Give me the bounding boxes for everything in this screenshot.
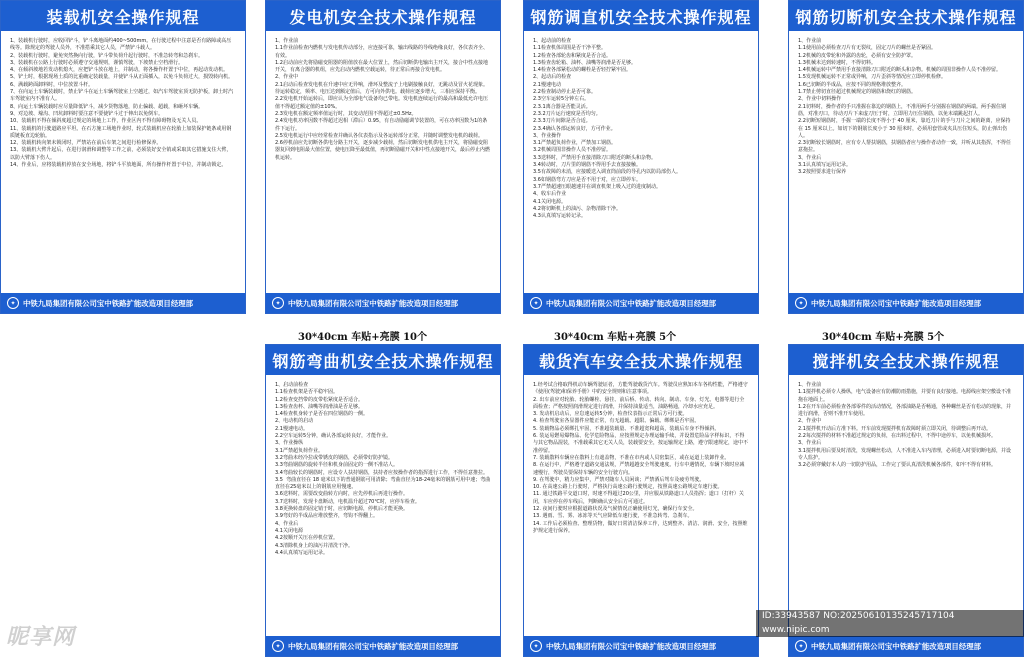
rule-line: 3.2必须穿戴好本人的一切防护用品，工作完了要认真清洗机械各部件，如牢不得有材料。	[798, 462, 996, 469]
rule-line: 6. 装运易燃易爆物品、化学危险物品，应按照规定办理运输手续，并设置危险品字样标识，不得与其它物品混装，不准载乘其它无关人员，装载要安全，按运输规定上路，遵守限速规定，途中不准停留。	[533, 433, 749, 454]
rule-line: 3.1严禁超负荷作业。	[275, 447, 323, 454]
rule-line: 1.4检查各部紧松动的螺栓是否轻拧紧牢固。	[533, 67, 631, 74]
size-caption: 30*40cm 车贴+亮膜 10个	[298, 332, 427, 343]
board-text	[789, 375, 1023, 470]
rule-line: 2、作业中	[275, 74, 299, 81]
rule-line: 3.2机械周围非操作人员不准停留。	[533, 147, 611, 154]
board-rebar-straightener	[523, 0, 759, 314]
rule-line: 1.2启动前应先将励磁变阻器的阻值放在最大位置上，然后切断供电输出主开关，接合中性点接地开关，有离合器的机组，应先启动内燃机空载运转，待正常后再接合发电机。	[275, 59, 488, 74]
rule-line: 3.4转动时，刀片里的钢筋不得用手去直接接触。	[533, 162, 641, 169]
board-text	[524, 375, 758, 535]
rule-line: 11、装载机的行驶道路应平坦。在石方施工场地作业时，轮式装载机应在轮胎上加装保护链条或用钢质链板直边轮胎。	[10, 125, 232, 139]
rule-line: 13. 遇雨、雪、雾、冰冻等天气应降低车速行驶，不准急转弯、急刹车。	[533, 513, 693, 520]
rule-line: 1、作业前	[275, 38, 299, 44]
board-text	[789, 31, 1023, 177]
rule-line: 2、作业中	[798, 418, 822, 425]
rule-line: 3.8更换转盘的固定销于时，应切断电源，停机后才能更换。	[275, 506, 408, 513]
rule-line: 2.1慢速电动。	[275, 425, 308, 432]
watermark-id: ID:33943587 NO:20250610135245717104	[762, 611, 955, 621]
board-title: 载货汽车安全技术操作规程	[524, 345, 758, 375]
rule-line: 1.2在开车前必须检查各部零件的活动情况，各部油路是否畅通，各种螺丝是否有松动的现象，并进行润滑，否则不准开车使用。	[798, 403, 1011, 418]
rule-line: 2.2每次搅拌的材料不准超过规定的负荷，在出料过程中，不得中途停车，以免机械损坏。	[798, 433, 996, 440]
rule-line: 3.7送料时，发现卡盘断动，电机温升超过70℃时，应停车检查。	[275, 498, 420, 505]
board-title: 搅拌机安全技术操作规程	[789, 345, 1023, 375]
rule-line: 2.3.4确认各部运转良好，方可作业。	[533, 125, 616, 132]
board-text	[1, 31, 245, 169]
rule-line: 9. 在驾驶中，精力应集中，严禁对随车人员闲谈；严禁酒后驾车及疲劳驾驶。	[533, 476, 705, 483]
rule-line: 1.3检查齿轮箱、油杯、油嘴等润滑是否足够。	[533, 59, 636, 66]
rule-line: 4、在倾斜坡地若发动机熄火，应把铲斗放在地上，并制动，将各操作杆置于中位，再起动发动机。	[10, 67, 229, 74]
rule-line: 2.3发电机在额定频率值运行时，其变动范围不得超过±0.5Hz。	[275, 110, 417, 117]
rule-line: 8、向运土车辆装载时应尽量降低铲斗，减少货物落地，防止偏载、超载，和砸坏车辆。	[10, 103, 204, 110]
rule-line: 1、作业前	[798, 382, 822, 388]
rule-line: 1.2检查各部轮齿和紧度是否合适。	[533, 52, 611, 59]
rule-line: 11. 通过铁路平交道口时，时速不得超过20公里，并应服从铁路道口人员指挥；道口（打杆）关闭，车应停在停车线后，判断确认安全后方可通过。	[533, 491, 744, 505]
rule-line: 3、装载机在公路上行驶时必须遵守交通规则，谨慎驾驶，下坡禁止空档滑行。	[10, 59, 184, 66]
rule-line: 3、作业操纵	[275, 440, 304, 447]
rule-line: 2、作业中切料操作	[798, 96, 842, 103]
rule-line: 5、铲土时，根据现场土质的比重确定装载量，并使铲斗从正面插入，以免斗负荷过大，损毁转向机。	[10, 74, 234, 81]
rule-line: 2、起动后的检查	[533, 74, 572, 81]
board-title: 钢筋弯曲机安全技术操作规程	[266, 345, 500, 375]
site-watermark: 昵享网	[6, 625, 76, 650]
rule-line: 3、作业后	[798, 440, 822, 447]
rule-line: 14. 工作后必须检查、整理货物，做好日常清洁保养工作，达到整齐、清洁、润滑、安全，按照维护规定进行保养。	[533, 520, 748, 534]
rule-line: 1.5发现机械运转不正常或异响，刀片歪斜等情况应立即停机检修。	[798, 74, 946, 81]
rule-line: 1、装载机行驶时，应收回铲斗，铲斗离地面约400~500mm。在行驶过程中注意是否有路障或高压线等。除规定的驾驶人员外，不准搭乘其它人员，严禁铲斗载人。	[10, 38, 232, 52]
id-watermark	[756, 610, 1024, 637]
rule-line: 1、作业前	[798, 38, 822, 44]
rule-line: 3、作业后	[798, 154, 822, 161]
board-footer: ✦ 中铁九局集团有限公司宝中铁路扩能改造项目经理部	[266, 293, 500, 313]
board-loader	[0, 0, 246, 314]
rule-line: 4、作业后	[275, 520, 299, 527]
rule-line: 3.3弯曲钢筋的旋转半径和机身前固定的一侧不准站人。	[275, 462, 398, 469]
rule-line: 1.4机械运转中严禁用手直接清除刀口附近的断头和杂物。机械的周围非操作人员不准停留。	[798, 67, 1001, 74]
rule-line: 4.1关闭电源。	[533, 198, 566, 205]
board-title: 钢筋调直机安全技术操作规程	[524, 1, 758, 31]
rule-line: 3.5 弯曲直径在 18 毫米以下的普通钢筋可用清除；弯曲直径为18-24毫米的钢筋可用中速；弯曲直径在25毫米以上的钢筋应用慢速。	[275, 476, 491, 491]
rule-line: 1.7禁止剪切直径超过机械规定的钢筋和烧红的钢筋。	[798, 89, 916, 96]
rule-line: 2.2空车运转5分钟，确认各部运转良好，才能作业。	[275, 433, 392, 440]
board-footer: ✦ 中铁九局集团有限公司宝中铁路扩能改造项目经理部	[524, 636, 758, 656]
rule-line: 3.4弯曲较长的钢筋时，应设专人扶持钢筋，扶持者应按操作者的指挥进行工作，不得任意推拉。	[275, 469, 488, 476]
rule-line: 3.3送料时，严禁用手直接清除刀口附近的断头和杂物。	[533, 154, 656, 161]
rule-line: 12、装载机转向架未锁闭时，严禁站在前后车架之间进行检修保养。	[10, 140, 162, 147]
rule-line: 4.1关闭电源	[275, 527, 303, 534]
company-logo-icon: ✦	[530, 640, 542, 652]
rule-line: 4、收车后作业	[533, 191, 567, 198]
board-title: 发电机安全技术操作规程	[266, 1, 500, 31]
rule-line: 7. 装载散料车辆应在散料上有遮盖物，不准在市内或人员密集区，或在运道上装卸作业。	[533, 454, 730, 461]
rule-line: 1.1使用前必须检查刀片有无裂纹，固定刀片的螺丝是否紧固。	[798, 45, 936, 52]
board-footer: ✦ 中铁九局集团有限公司宝中铁路扩能改造项目经理部	[266, 636, 500, 656]
rule-line: 1.1作业前检查内燃机与发电机传动部分，应连接可靠，输出线路的导线绝缘良好，各仪表齐全、有效。	[275, 45, 488, 59]
rule-line: 14、作业后，应将装载机停放在安全场地，将铲斗平放地面，所有操作杆置于中位，并制动锁定。	[10, 162, 227, 169]
rule-line: 2.4发电机功率因数不得超过迟相（滞后）0.95，有自动励磁调节装置的，可在功率因数为1的条件下运行。	[275, 118, 488, 132]
rule-line: 3.9弯好的半成品应堆放整齐，弯钩不得翻上。	[275, 513, 378, 520]
company-logo-icon: ✦	[530, 297, 542, 309]
rule-line: 1.经考试合格取得机动车辆驾驶证者，方能驾驶载货汽车。驾驶员应熟知本车各构性能，严格遵守《使用(驾驶)和保养手册》中的安全规则和注意事项。	[533, 382, 748, 396]
rule-line: 13、装载机大臂升起后，在进行润滑和调整等工作之前，必须装好安全销或采取其它措施支住大臂，以防大臂落下伤人。	[10, 147, 232, 161]
rule-line: 4.4认真填写运用记录。	[275, 549, 328, 556]
rule-line: 12. 夜间行驶时应根据道路状况及气候情况正确使用灯光，确保行车安全。	[533, 506, 698, 513]
rule-line: 1.2机械的皮带轮和外露的齿轮，必须有安全防护罩。	[798, 52, 916, 59]
rule-line: 3.1搅拌机用后要及时清洗，发现螺丝松动，人不准进入车内清理，必须进入时要切断电源，并设专人监护。	[798, 447, 1011, 461]
rule-line: 3.2弯曲未经冷拉或带锈皮的钢筋，必须带好防护镜。	[275, 454, 393, 461]
rule-line: 3.6如钢筋弯方刀应是否不用于对，应立即停车。	[533, 176, 641, 183]
rule-line: 2.1慢速电动	[533, 81, 561, 88]
rule-line: 8. 在运行中，严格遵守道路交通法规，严禁超越安全驾驶速度。行车中遇情况，车辆下坡时应减速慢行，驾驶员要保持车辆的安全行驶方向。	[533, 462, 745, 476]
rule-line: 1.3机械未达到转速时，不得切料。	[798, 59, 876, 66]
rule-line: 10、装载机不得在倾斜度超过规定的场地上工作，作业区内不得有障碍物及无关人员。	[10, 118, 202, 125]
rule-line: 3.2按照要求进行保养	[798, 169, 846, 176]
rule-line: 3.6送料时，需要改变曲转方向时，应先停机后再进行操作。	[275, 491, 408, 498]
rule-line: 3.1严禁超负荷作业，严禁加工钢筋。	[533, 140, 616, 147]
rule-line: 2.2检查制动停止是否可靠。	[533, 89, 596, 96]
rule-line: 2.2切断短钢筋时，手握一端的长度不得小于 40 厘米，靠近刀片的手与刀片之间的距离，应保持在 15 厘米以上。如切下的钢筋长度小于 30 厘米时，必须用套管或夹具压住短头，防止弹出伤人。	[798, 118, 1011, 139]
rule-line: 7、在向运土车辆装载时，禁止铲斗在运土车辆驾驶室上空越过，如汽车驾驶室顶无防护板，卸土时汽车驾驶室内不准有人。	[10, 89, 234, 103]
rule-line: 3.1认真填写运用记录。	[798, 162, 851, 169]
board-text	[266, 375, 500, 557]
rule-line: 2.3.3刀片间隙是否合适。	[533, 118, 591, 125]
rule-line: 2.3空车运转5分钟左右。	[533, 96, 590, 103]
rule-line: 1.4检查机身转子是否在四位钢筋的一侧。	[275, 411, 368, 418]
rule-line: 2.2发电机开始运转后，即应认为全部电气设备均已带电。发电机连续运行的最高和最低允许电压值不得超过额定值的±10%。	[275, 96, 488, 110]
board-title: 钢筋切断机安全技术操作规程	[789, 1, 1023, 31]
rule-line: 10. 在高速公路上行驶时，严格执行高速公路行驶规定，按照高速公路规定车速行驶。	[533, 484, 723, 491]
rule-line: 4.2将切断机上的油污、杂物清除干净。	[533, 205, 621, 212]
company-logo-icon: ✦	[272, 640, 284, 652]
board-cargo-truck	[523, 344, 759, 657]
rule-line: 3.5有故障的未消，应接暖送入调直筒前段的导孔内以防局部伤人。	[533, 169, 681, 176]
size-caption: 30*40cm 车贴+亮膜 5个	[554, 332, 677, 343]
board-generator	[265, 0, 501, 314]
rule-line: 4.3认真填写运转记录。	[533, 213, 586, 220]
board-footer: ✦ 中铁九局集团有限公司宝中铁路扩能改造项目经理部	[789, 293, 1023, 313]
rule-line: 1.6已切断的半成品，应按不同的规格堆放整齐。	[798, 81, 906, 88]
board-text	[266, 31, 500, 162]
rule-line: 9、对边坡、壕沟、凹坑卸料时要注意不要使铲斗过于伸出以免倒车。	[10, 110, 164, 117]
rule-line: 4.3清除机身上的油污并清洗干净。	[275, 542, 353, 549]
rule-line: 2.1搅拌机开动后方准下料。开车前发现搅拌机有故障时须立即关闭，待调整后再开动。	[798, 425, 991, 432]
rule-line: 1、启动前检查	[275, 382, 309, 388]
watermark-site: www.nipic.com	[762, 624, 830, 635]
board-footer: ✦ 中铁九局集团有限公司宝中铁路扩能改造项目经理部	[524, 293, 758, 313]
rule-line: 4.2按顺开关压在停机位置。	[275, 535, 338, 542]
rule-line: 1.1检查机体周围是否干净平整。	[533, 45, 606, 52]
company-logo-icon: ✦	[272, 297, 284, 309]
rule-line: 4. 检查驾驶室各显器件应能正常，有无超载、超限、偏载、绑绑是否牢固。	[533, 418, 700, 425]
rule-line: 2.6停机前应先切断各供电分路主开关，逐步减少载荷，然后切断发电机供电主开关，将励磁变阻器复回到电阻最大值位置，使电压降至最低值，再切断励磁开关和中性点接地开关，最后停止内燃机运转。	[275, 140, 491, 161]
rule-line: 2.1切料时，操作者的手只准握在靠边的钢筋上，不准用两手分别握在钢筋的两端。两手握住钢筋，对准刃口，待动刃片下来虚刀压于时，立即用力压住钢筋，以免末端跳起打人。	[798, 103, 1006, 117]
company-logo-icon: ✦	[7, 297, 19, 309]
rule-line: 5. 装载物品必须绑扎牢固，不准超装载量、不准超宽和超高，装载后车身不得倾斜。	[533, 425, 720, 432]
rule-line: 2.5发电机运行中应经常检查并确认各仪表指示及各运转部分正常，并随时调整发电机的载荷。	[275, 132, 483, 139]
board-footer: ✦ 中铁九局集团有限公司宝中铁路扩能改造项目经理部	[789, 636, 1023, 656]
rule-line: 6、满载跨面卸料时，中位放置斗杆。	[10, 81, 94, 88]
rule-line: 2.1启动后检查发电机在升速中应无异响，滑环及整流子上电刷接触良好，无跳动及冒火花现象。待运转稳定，频率、电压达到额定值后，方可向外供电。载荷应逐步增大，三相应保持平衡。	[275, 81, 488, 96]
rule-line: 1、起动前的检查	[533, 38, 572, 44]
rule-line: 1.1搅拌机必须专人操纵，电气设备应有防潮防雨措施，并要有良好接地。电源线应架空敷设不准拖在地面上。	[798, 389, 1011, 403]
rule-line: 2.3切断较长钢筋时，应有专人帮扶钢筋，扶钢筋者应与操作者动作一致，并听从其指挥，不得任意拖拉。	[798, 140, 1011, 154]
rule-line: 2. 出车前应对轮胎、轮胎螺栓、悬挂、前后桥、传动、转向、制动、车身、灯光、电器等进行全面检查；严格按照润滑规定进行润滑，并保持油量适当，油路畅通，冷却水应充足。	[533, 396, 745, 410]
board-footer: ✦ 中铁九局集团有限公司宝中铁路扩能改造项目经理部	[1, 293, 245, 313]
company-logo-icon: ✦	[795, 297, 807, 309]
rule-line: 1.1检查机架是否平稳牢固。	[275, 389, 338, 396]
board-rebar-bender	[265, 344, 501, 657]
size-caption: 30*40cm 车贴+亮膜 5个	[822, 332, 945, 343]
rule-line: 2.3.1离合器是否能灵活。	[533, 103, 591, 110]
rule-line: 2、装载机行驶时，避免突然换向行驶，铲斗带负荷升起行驶时，不准急转弯和急刹车。	[10, 52, 204, 59]
board-title: 装载机安全操作规程	[1, 1, 245, 31]
rule-line: 2.3.2刀片运行速度是否均匀。	[533, 110, 601, 117]
board-rebar-cutter	[788, 0, 1024, 314]
rule-line: 3. 发动机启动后，应怠速运转5分钟，检查仪表指示正常后方可行驶。	[533, 411, 688, 418]
board-text	[524, 31, 758, 220]
rule-line: 1.3检查齿杯、油嘴等润滑油是否足够。	[275, 403, 363, 410]
rule-line: 3.7严禁超速压眼越速并在调直机架上吸入过的进度制动。	[533, 183, 661, 190]
rule-line: 2、电动机的启动	[275, 418, 314, 425]
rule-line: 1.2检查变挡带的皮带松紧度是否适合。	[275, 396, 363, 403]
rule-line: 3、作业操作	[533, 132, 562, 139]
company-logo-icon: ✦	[795, 640, 807, 652]
